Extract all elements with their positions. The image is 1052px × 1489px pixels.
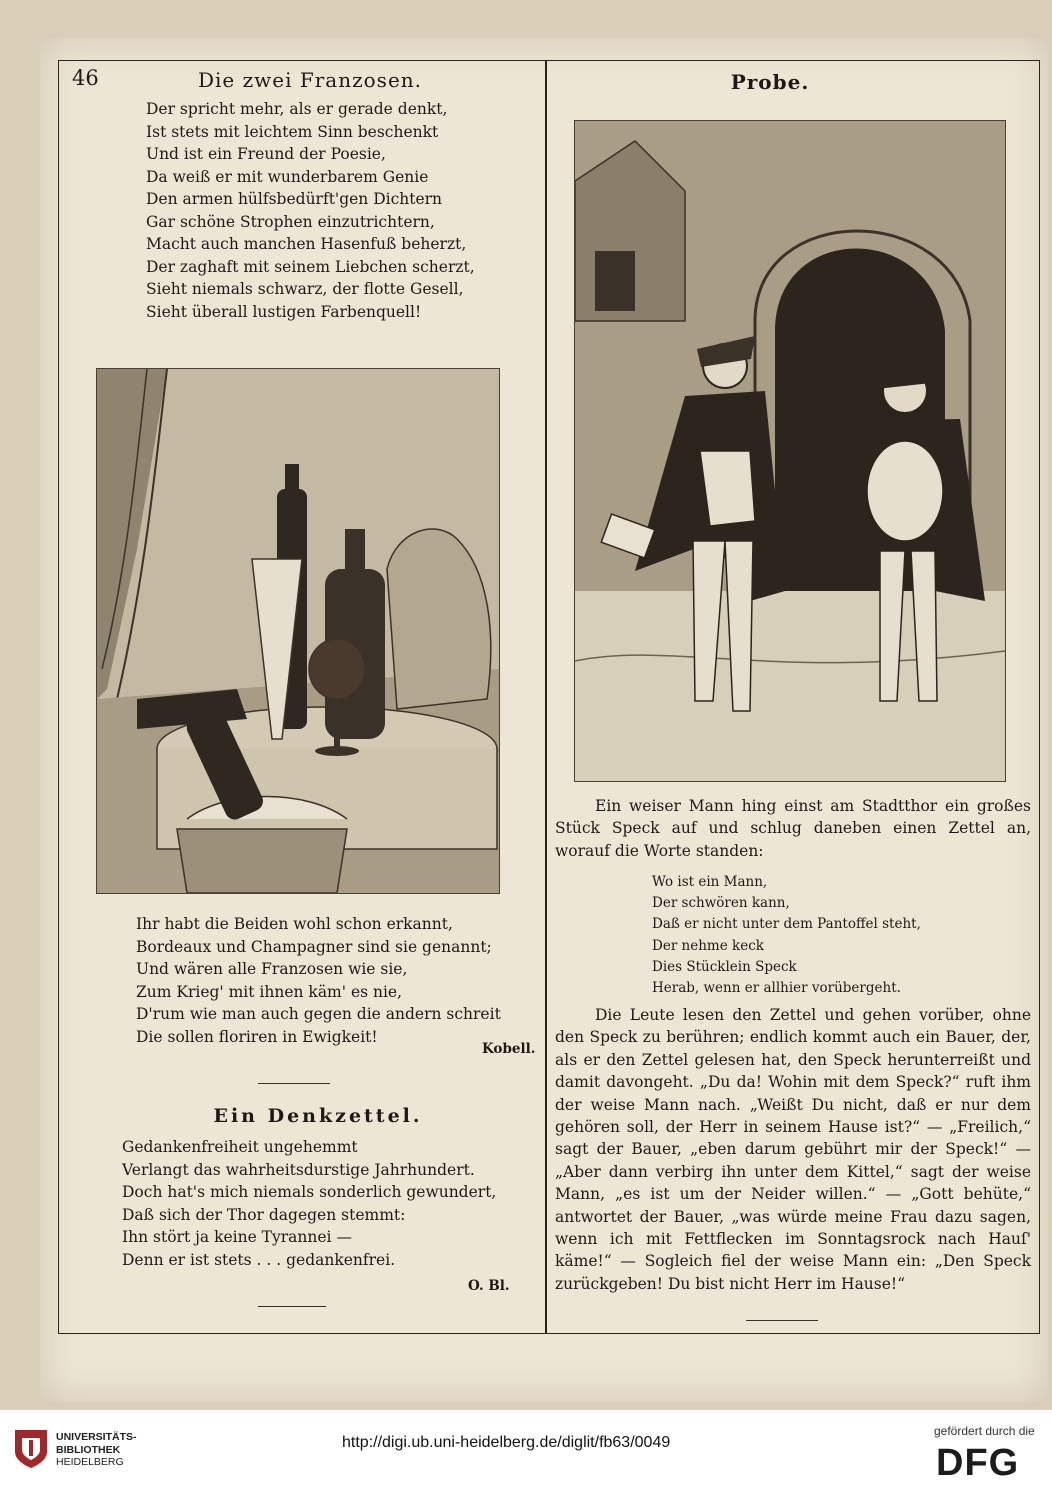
story-intro-text: Ein weiser Mann hing einst am Stadtthor ein großes Stück Speck auf und schlug daneben einen Zettel an, worauf die Worte standen: — [555, 797, 1031, 860]
verse-line: Daß sich der Thor dagegen stemmt: — [122, 1205, 406, 1224]
verse-line: Den armen hülfsbedürft'gen Dichtern — [146, 190, 443, 208]
section-title: Ein Denkzettel. — [213, 1105, 423, 1127]
library-line: BIBLIOTHEK — [56, 1443, 121, 1456]
dfg-logo: DFG — [936, 1442, 1020, 1484]
notice-line: Wo ist ein Mann, — [652, 874, 768, 890]
verse-line: Gedankenfreiheit ungehemmt — [122, 1138, 358, 1156]
story-body — [555, 1004, 1031, 1295]
verse-line: D'rum wie man auch gegen die andern schreit — [136, 1005, 501, 1023]
poem-author: Kobell. — [482, 1041, 536, 1057]
verse-line: Der spricht mehr, als er gerade denkt, — [146, 100, 448, 118]
right-column-title: Probe. — [730, 70, 810, 94]
town-gate-illustration — [574, 120, 1006, 782]
page-number: 46 — [72, 66, 99, 90]
verse-line: Sieht überall lustigen Farbenquell! — [146, 302, 422, 321]
notice-verse — [652, 872, 921, 999]
notice-line: Der schwören kann, — [652, 895, 790, 912]
notice-line: Daß er nicht unter dem Pantoffel steht, — [652, 916, 921, 933]
verse-line: Bordeaux und Champagner sind sie genannt; — [136, 937, 492, 956]
wine-bottles-illustration — [96, 368, 500, 894]
library-line: HEIDELBERG — [56, 1456, 124, 1468]
column-divider — [545, 60, 547, 1334]
separator-rule — [258, 1306, 326, 1307]
verse-line: Doch hat's mich niemals sonderlich gewundert, — [122, 1183, 497, 1201]
university-seal-icon — [12, 1428, 50, 1474]
verse-line: Der zaghaft mit seinem Liebchen scherzt, — [146, 257, 475, 276]
verse-line: Macht auch manchen Hasenfuß beherzt, — [146, 235, 467, 253]
source-url-link[interactable]: http://digi.ub.uni-heidelberg.de/diglit/fb63/0049 — [342, 1434, 671, 1451]
verse-line: Die sollen floriren in Ewigkeit! — [136, 1027, 378, 1046]
verse-line: Ihr habt die Beiden wohl schon erkannt, — [136, 915, 453, 933]
notice-line: Der nehme keck — [652, 937, 764, 954]
library-line: UNIVERSITÄTS- — [56, 1431, 137, 1443]
verse-line: Gar schöne Strophen einzutrichtern, — [146, 212, 435, 231]
verse-line: Denn er ist stets . . . gedankenfrei. — [122, 1250, 396, 1269]
verse-line: Zum Krieg' mit ihnen käm' es nie, — [136, 982, 403, 1001]
poem-top — [146, 98, 475, 323]
funding-label: gefördert durch die — [934, 1424, 1035, 1438]
verse-line: Da weiß er mit wunderbarem Genie — [146, 167, 429, 186]
section-poem — [122, 1136, 496, 1271]
separator-rule — [258, 1083, 330, 1084]
verse-line: Ihn stört ja keine Tyrannei — — [122, 1228, 352, 1246]
verse-line: Und ist ein Freund der Poesie, — [146, 145, 386, 163]
section-author: O. Bl. — [468, 1278, 510, 1294]
notice-line: Dies Stücklein Speck — [652, 958, 797, 975]
story-intro — [555, 795, 1031, 862]
verse-line: Sieht niemals schwarz, der flotte Gesell, — [146, 280, 464, 298]
verse-line: Verlangt das wahrheitsdurstige Jahrhundert. — [122, 1160, 475, 1179]
notice-line: Herab, wenn er allhier vorübergeht. — [652, 980, 901, 997]
verse-line: Ist stets mit leichtem Sinn beschenkt — [146, 122, 439, 141]
library-name — [56, 1431, 137, 1469]
separator-rule — [746, 1320, 818, 1321]
left-column-title: Die zwei Franzosen. — [197, 68, 423, 92]
verse-line: Und wären alle Franzosen wie sie, — [136, 960, 408, 978]
poem-bottom — [136, 913, 501, 1048]
story-body-text: Die Leute lesen den Zettel und gehen vorüber, ohne den Speck zu berühren; endlich kommt auch ein Bauer, der, als er den Zettel gelesen hat, den Speck herunterreißt und damit davongeht. „Du da! Wohin mit dem Speck?“ ruft ihm der weise Mann nach. „Weißt Du nicht, daß er nur dem gehören soll, der Herr in seinem Hause ist?“ — „Freilich,“ sagt der Bauer, „eben darum gebührt mir der Speck!“ — „Aber dann verbirg ihn unter dem Kittel,“ sagt der weise Mann, „es ist um der Neider willen.“ — „Gott behüte,“ antwortet der Bauer, „was würde meine Frau dazu sagen, wenn ich mit Fettflecken im Sonntagsrock nach Hauſ' käme!“ — Sogleich fiel der weise Mann ein: „Den Speck zurückgeben! Du bist nicht Herr im Hause!“ — [555, 1006, 1031, 1293]
